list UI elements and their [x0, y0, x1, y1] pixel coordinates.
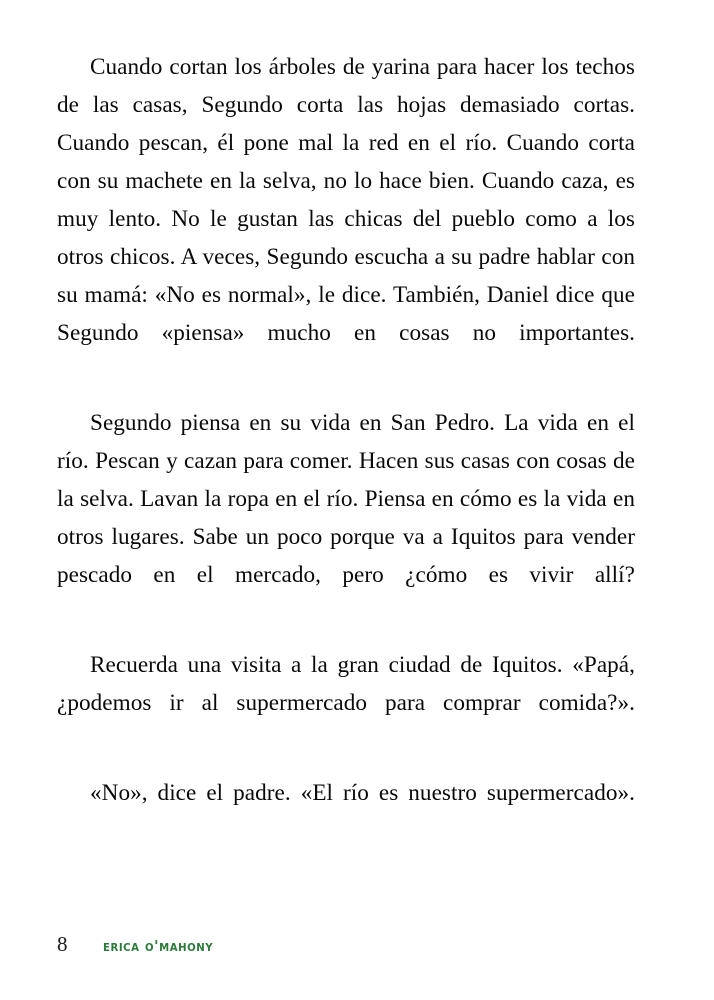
- running-head-author: erica o'mahony: [103, 937, 214, 955]
- paragraph: «No», dice el padre. «El río es nuestro supermercado».: [90, 780, 635, 806]
- paragraph: Recuerda una visita a la gran ciudad de Iquitos. «Papá, ¿podemos ir al supermercado para comprar comida?».: [57, 652, 635, 716]
- paragraph: Cuando cortan los árboles de yarina para hacer los techos de las casas, Segundo corta las hojas demasiado cortas. Cuando pescan, él pone mal la red en el río. Cuando corta con su machete en la selva, no lo hace bien. Cuando caza, es muy lento. No le gustan las chicas del pueblo como a los otros chicos. A veces, Segundo escucha a su padre hablar con su mamá: «No es normal», le dice. También, Daniel dice que Segundo «piensa» mucho en cosas no importantes.: [57, 54, 635, 346]
- body-text-block: [57, 48, 635, 850]
- paragraph: Segundo piensa en su vida en San Pedro. La vida en el río. Pescan y cazan para comer. Hacen sus casas con cosas de la selva. Lavan la ropa en el río. Piensa en cómo es la vida en otros lugares. Sabe un poco porque va a Iquitos para vender pescado en el mercado, pero ¿cómo es vivir allí?: [57, 410, 635, 588]
- page-footer: [57, 934, 223, 962]
- page-number: 8: [57, 932, 68, 956]
